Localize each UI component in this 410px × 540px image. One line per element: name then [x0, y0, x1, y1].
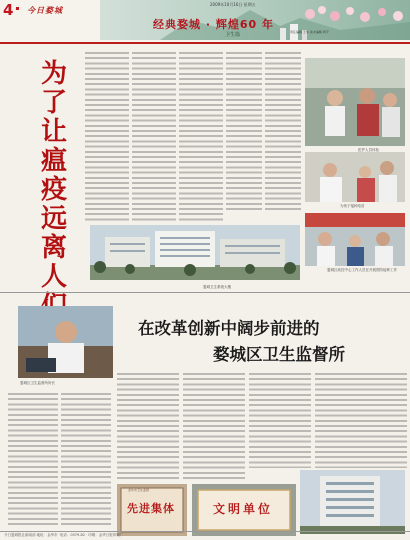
page-number: 4	[3, 1, 14, 19]
plaque-text: 先进集体	[127, 502, 175, 515]
photo-caption: 婺城卫生系统大楼	[203, 285, 231, 289]
header-date: 2009年10月16日 星期五	[210, 2, 256, 7]
article-column	[226, 52, 262, 212]
headline-char: 疫	[40, 175, 67, 205]
article-headline-line1: 在改革创新中阔步前进的	[138, 319, 320, 338]
article-headline-line2: 婺城区卫生监督所	[213, 345, 345, 364]
headline-char: 离	[40, 233, 67, 263]
header-dot	[16, 7, 19, 10]
article-column	[61, 393, 111, 528]
plaque-subtitle: 金华市卫生监督	[128, 488, 150, 492]
header-rule	[0, 42, 410, 44]
article-column	[132, 52, 176, 222]
article-column	[265, 52, 301, 212]
headline-char: 为	[40, 59, 67, 89]
article-column	[315, 373, 407, 468]
flower-decoration	[300, 4, 410, 30]
page-footer: 今日婺城报社新闻部 地址：金华市 ·电话：0579-82 · 印刷：金华日报印刷厂	[4, 533, 124, 537]
footer-rule	[0, 531, 410, 532]
section-divider	[0, 292, 410, 293]
medical-exam-photo	[305, 58, 405, 146]
headline-char: 瘟	[40, 146, 67, 176]
photo-caption: 婺城区疾控中心工作人员在开展预防接种工作	[327, 268, 397, 272]
photo-caption: 为孩子接种疫苗	[340, 204, 365, 208]
paper-name: 今日婺城	[27, 5, 63, 15]
director-portrait-photo	[18, 306, 113, 378]
headline-char: 了	[40, 88, 67, 118]
headline-char: 人	[40, 262, 67, 292]
article-column	[117, 373, 179, 481]
headline-char: 远	[40, 204, 67, 234]
article-column	[179, 52, 223, 222]
office-building-photo	[300, 470, 405, 534]
vertical-headline	[34, 60, 74, 321]
vaccination-photo	[305, 152, 405, 202]
article-column	[183, 373, 245, 481]
epidemic-prevention-photo	[305, 213, 405, 266]
article-column	[85, 52, 129, 222]
hospital-building-photo	[90, 225, 300, 280]
plaque-text: 文明单位	[213, 502, 274, 516]
article-column	[249, 373, 311, 468]
headline-char: 让	[40, 117, 67, 147]
photo-caption: 婺城区卫生监督所所长	[20, 381, 55, 385]
page-theme-title: 经典婺城 · 辉煌60 年	[153, 18, 274, 31]
editor-credit: 责任编辑 王华 美术编辑 周平	[290, 30, 329, 34]
article-column	[8, 393, 58, 528]
photo-caption: 医护人员体检	[358, 148, 379, 152]
section-label: 卫生篇	[225, 32, 241, 38]
